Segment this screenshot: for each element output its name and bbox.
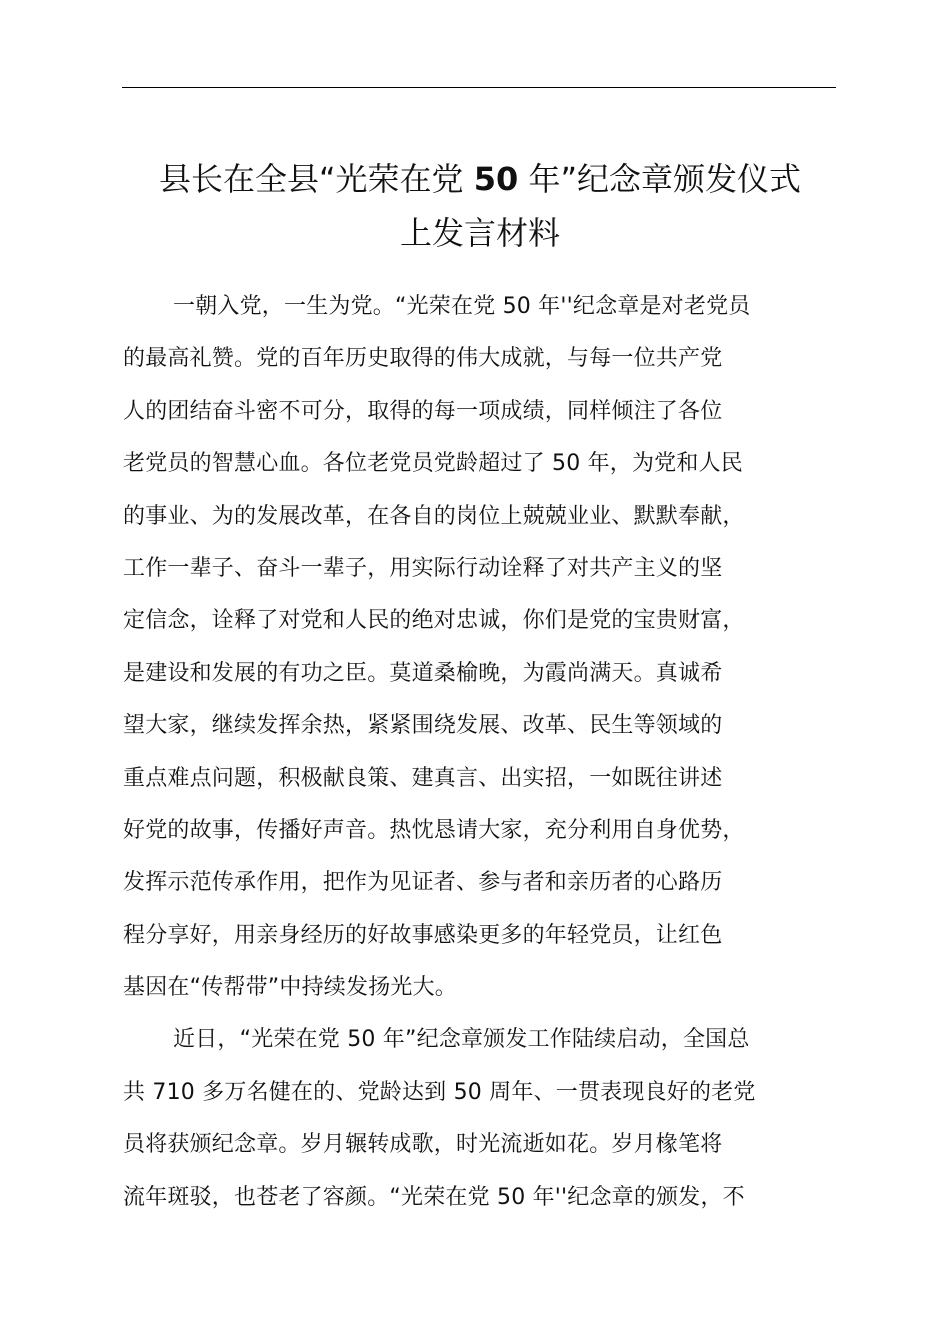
paragraph-1-line: 重点难点问题，积极献良策、建真言、出实招，一如既往讲述 (123, 765, 723, 791)
title-line-2: 上发言材料 (399, 214, 560, 252)
title-line-1: 县长在全县“光荣在党 50 年”纪念章颁发仪式 (158, 160, 802, 198)
document-body (123, 287, 863, 1230)
paragraph-1-line: 的最高礼赞。党的百年历史取得的伟大成就，与每一位共产党 (123, 346, 723, 372)
paragraph-2-line: 共 710 多万名健在的、党龄达到 50 周年、一贯表现良好的老党 (123, 1079, 756, 1105)
paragraph-1-line: 一朝入党，一生为党。“光荣在党 50 年''纪念章是对老党员 (173, 294, 751, 319)
paragraph-1-line: 基因在“传帮带”中持续发扬光大。 (123, 975, 457, 1001)
paragraph-1-line: 发挥示范传承作用，把作为见证者、参与者和亲历者的心路历 (123, 870, 723, 896)
paragraph-1-line: 老党员的智慧心血。各位老党员党龄超过了 50 年，为党和人民 (123, 451, 743, 477)
paragraph-1-line: 人的团结奋斗密不可分，取得的每一项成绩，同样倾注了各位 (123, 398, 723, 424)
paragraph-1-line: 程分享好，用亲身经历的好故事感染更多的年轻党员，让红色 (123, 922, 723, 948)
header-rule (122, 87, 836, 88)
paragraph-1-line: 望大家，继续发挥余热，紧紧围绕发展、改革、民生等领域的 (123, 713, 723, 739)
title-number: 50 (473, 160, 519, 198)
paragraph-1-line: 定信念，诠释了对党和人民的绝对忠诚，你们是党的宝贵财富， (123, 608, 745, 634)
paragraph-2-line: 员将获颁纪念章。岁月辗转成歌，时光流逝如花。岁月椽笔将 (123, 1132, 723, 1158)
paragraph-1-line: 工作一辈子、奋斗一辈子，用实际行动诠释了对共产主义的坚 (123, 555, 723, 581)
paragraph-2-line: 近日，“光荣在党 50 年”纪念章颁发工作陆续启动，全国总 (173, 1027, 750, 1053)
paragraph-1-line: 的事业、为的发展改革，在各自的岗位上兢兢业业、默默奉献， (123, 503, 745, 529)
paragraph-2-line: 流年斑驳，也苍老了容颜。“光荣在党 50 年''纪念章的颁发，不 (123, 1184, 745, 1210)
paragraph-1-line: 好党的故事，传播好声音。热忱恳请大家，充分利用自身优势， (123, 817, 745, 843)
document-title (110, 152, 850, 260)
paragraph-1-line: 是建设和发展的有功之臣。莫道桑榆晚，为霞尚满天。真诚希 (123, 660, 723, 686)
